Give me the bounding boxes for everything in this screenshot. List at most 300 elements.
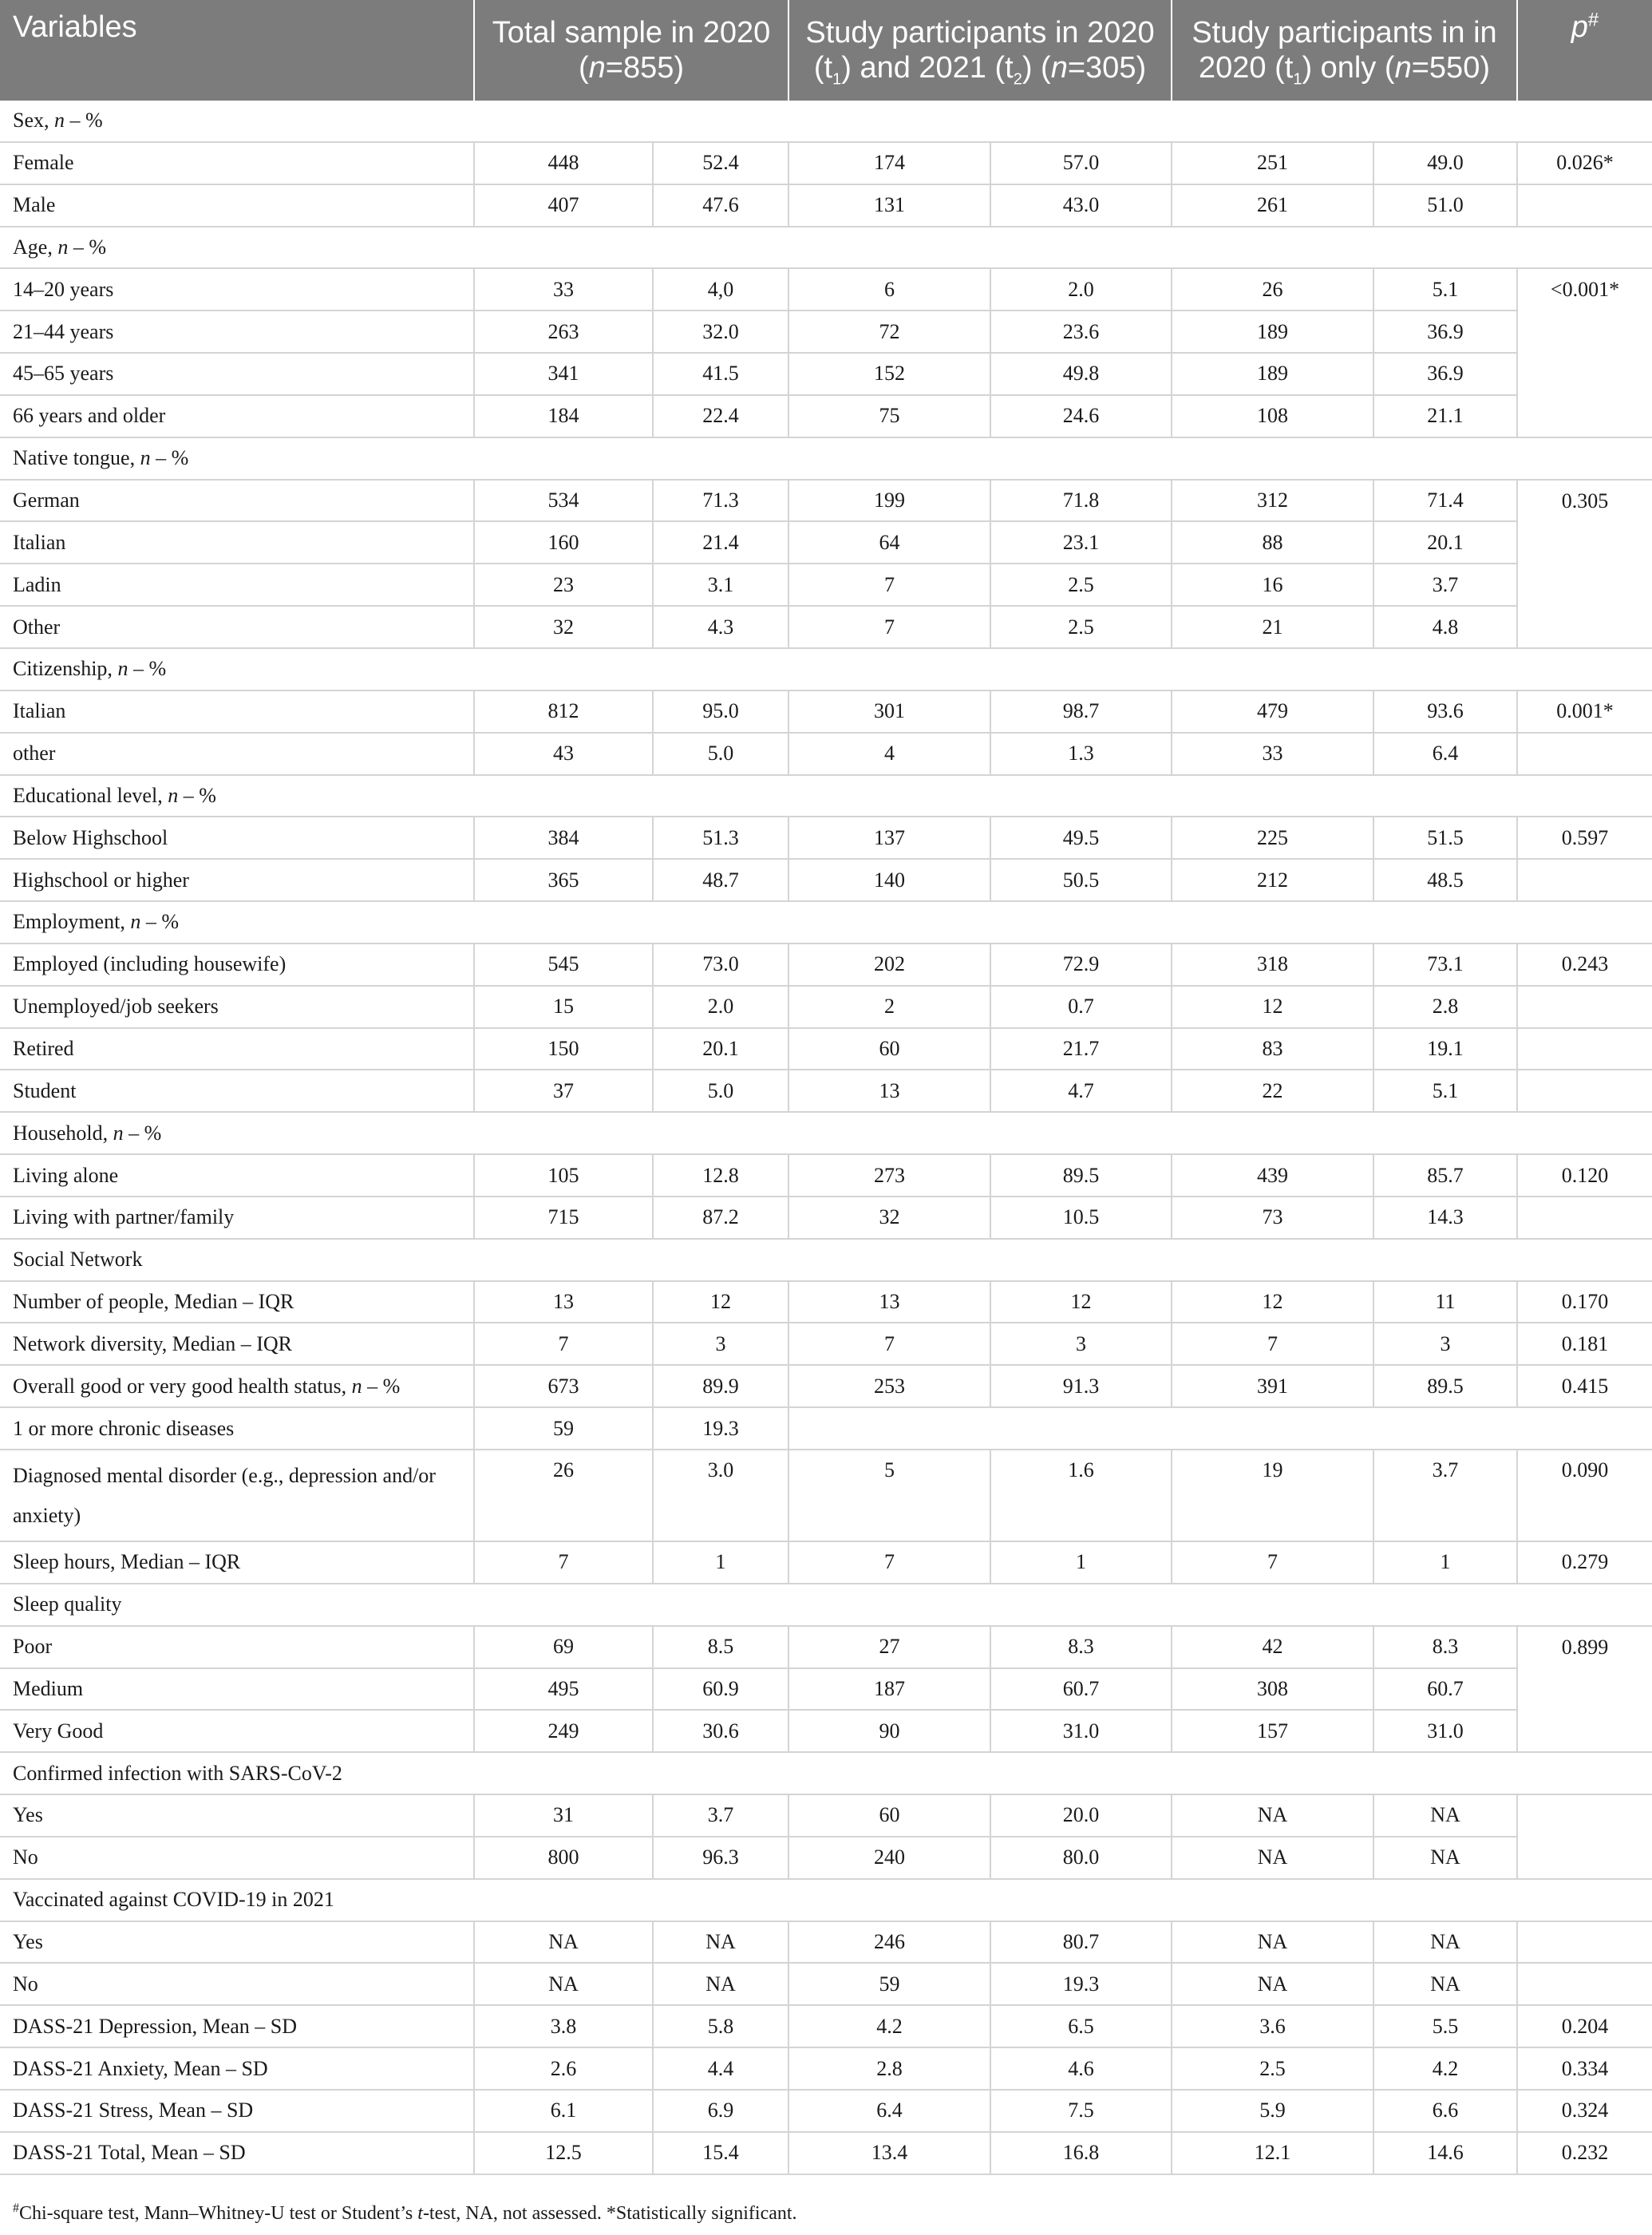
p-value-cell [1517, 395, 1652, 437]
cell-value: 48.5 [1373, 859, 1517, 901]
row-label: No [0, 1837, 474, 1879]
section-label: Educational level, n – % [0, 775, 1652, 817]
table-row [0, 1963, 1652, 2005]
cell-value: 37 [474, 1070, 653, 1112]
cell-value: 89.5 [1373, 1365, 1517, 1407]
cell-value: 150 [474, 1028, 653, 1070]
table-row [0, 1668, 1652, 1711]
cell-value: 105 [474, 1154, 653, 1197]
cell-value: 60 [788, 1028, 990, 1070]
cell-value: 4.4 [653, 2047, 788, 2090]
cell-value: 89.5 [990, 1154, 1172, 1197]
cell-value: 33 [1172, 733, 1373, 775]
cell-value: 96.3 [653, 1837, 788, 1879]
table-row [0, 564, 1652, 606]
cell-value: 4.7 [990, 1070, 1172, 1112]
cell-value: 41.5 [653, 353, 788, 395]
table-row [0, 606, 1652, 648]
cell-value: 312 [1172, 480, 1373, 522]
cell-value: 36.9 [1373, 353, 1517, 395]
p-value-cell: 0.279 [1517, 1541, 1652, 1584]
cell-value: 3.7 [1373, 1450, 1517, 1541]
table-row [0, 142, 1652, 184]
cell-value: 13 [474, 1281, 653, 1323]
cell-value: NA [1373, 1837, 1517, 1879]
table-row [0, 1365, 1652, 1407]
table-body [0, 101, 1652, 2174]
cell-value: 160 [474, 521, 653, 564]
cell-value: 12.8 [653, 1154, 788, 1197]
cell-value: 199 [788, 480, 990, 522]
table-row [0, 311, 1652, 353]
cell-value: 108 [1172, 395, 1373, 437]
cell-value: 212 [1172, 859, 1373, 901]
cell-value: 6 [788, 268, 990, 311]
table-row [0, 2047, 1652, 2090]
cell-value: 7 [788, 1541, 990, 1584]
cell-value: 48.7 [653, 859, 788, 901]
cell-value: 91.3 [990, 1365, 1172, 1407]
cell-value: 95.0 [653, 690, 788, 733]
p-value-cell [1517, 564, 1652, 606]
cell-value: NA [474, 1963, 653, 2005]
cell-value: 21.1 [1373, 395, 1517, 437]
cell-value: 12 [653, 1281, 788, 1323]
cell-value: 800 [474, 1837, 653, 1879]
cell-value: NA [1373, 1921, 1517, 1964]
cell-value: 240 [788, 1837, 990, 1879]
cell-value: 301 [788, 690, 990, 733]
cell-value: 6.9 [653, 2090, 788, 2132]
cell-value: 479 [1172, 690, 1373, 733]
cell-value: 5.8 [653, 2005, 788, 2047]
cell-value: 23.6 [990, 311, 1172, 353]
row-label: Diagnosed mental disorder (e.g., depression and/or anxiety) [0, 1450, 474, 1541]
cell-value: 15 [474, 986, 653, 1028]
cell-value: 31.0 [1373, 1710, 1517, 1752]
cell-value: 20.1 [653, 1028, 788, 1070]
p-value-cell: 0.334 [1517, 2047, 1652, 2090]
cell-value: 42 [1172, 1626, 1373, 1668]
table-row [0, 1028, 1652, 1070]
cell-value: 2.5 [990, 606, 1172, 648]
cell-value: 5.0 [653, 733, 788, 775]
section-label: Household, n – % [0, 1112, 1652, 1154]
row-label: Below Highschool [0, 817, 474, 859]
row-label: Highschool or higher [0, 859, 474, 901]
row-label: Overall good or very good health status, n – % [0, 1365, 474, 1407]
row-label: Network diversity, Median – IQR [0, 1323, 474, 1365]
cell-value: 5.0 [653, 1070, 788, 1112]
cell-value: 11 [1373, 1281, 1517, 1323]
cell-value: 812 [474, 690, 653, 733]
cell-value: 43.0 [990, 184, 1172, 227]
cell-value: 13 [788, 1070, 990, 1112]
row-label: Italian [0, 690, 474, 733]
cell-value: 8.3 [1373, 1626, 1517, 1668]
cell-value: 2 [788, 986, 990, 1028]
table-row [0, 1154, 1652, 1197]
p-value-cell [1517, 1794, 1652, 1837]
row-label: Medium [0, 1668, 474, 1711]
cell-value: 2.8 [788, 2047, 990, 2090]
cell-value: 6.5 [990, 2005, 1172, 2047]
header-total-sample [474, 0, 788, 101]
row-label: 21–44 years [0, 311, 474, 353]
cell-value: 33 [474, 268, 653, 311]
cell-value: 202 [788, 943, 990, 986]
cell-value: 184 [474, 395, 653, 437]
cell-value: 157 [1172, 1710, 1373, 1752]
table-row [0, 1921, 1652, 1964]
cell-value: NA [1172, 1963, 1373, 2005]
cell-value: NA [653, 1921, 788, 1964]
table-row [0, 268, 1652, 311]
p-value-cell: 0.120 [1517, 1154, 1652, 1197]
cell-value: 50.5 [990, 859, 1172, 901]
p-value-cell [1517, 733, 1652, 775]
cell-value: 60.7 [1373, 1668, 1517, 1711]
table-row [0, 395, 1652, 437]
header-study-both-label: Study participants in 2020 $(t_1)$ and 2021 $(t_2)$ (n=305) [805, 16, 1155, 89]
row-label: Female [0, 142, 474, 184]
cell-value: 72 [788, 311, 990, 353]
cell-value: 715 [474, 1197, 653, 1239]
row-label: Yes [0, 1794, 474, 1837]
p-value-cell [1517, 1197, 1652, 1239]
table-row [0, 1626, 1652, 1668]
table-row [0, 1070, 1652, 1112]
cell-value: 1 [653, 1541, 788, 1584]
cell-value: 3.7 [1373, 564, 1517, 606]
cell-value: 19 [1172, 1450, 1373, 1541]
row-label: Living with partner/family [0, 1197, 474, 1239]
row-label: DASS-21 Depression, Mean – SD [0, 2005, 474, 2047]
section-label: Age, n – % [0, 227, 1652, 269]
p-value-cell [1517, 1837, 1652, 1879]
cell-value: 51.3 [653, 817, 788, 859]
header-p-value [1517, 0, 1652, 101]
cell-value: 5.1 [1373, 1070, 1517, 1112]
cell-value: 6.4 [788, 2090, 990, 2132]
cell-value: 2.8 [1373, 986, 1517, 1028]
cell-value: 49.8 [990, 353, 1172, 395]
cell-value: 140 [788, 859, 990, 901]
cell-value: 26 [1172, 268, 1373, 311]
section-row [0, 437, 1652, 480]
table-row [0, 1794, 1652, 1837]
cell-value: 47.6 [653, 184, 788, 227]
table-row [0, 184, 1652, 227]
cell-value: 64 [788, 521, 990, 564]
table-header-row [0, 0, 1652, 101]
p-value-cell [1517, 1921, 1652, 1964]
row-label: Employed (including housewife) [0, 943, 474, 986]
p-value-cell: 0.170 [1517, 1281, 1652, 1323]
cell-value: 174 [788, 142, 990, 184]
cell-value: 448 [474, 142, 653, 184]
cell-value: NA [1373, 1794, 1517, 1837]
cell-value: 1 [990, 1541, 1172, 1584]
table-row [0, 733, 1652, 775]
cell-value: 2.0 [990, 268, 1172, 311]
table-row [0, 353, 1652, 395]
cell-value: 22.4 [653, 395, 788, 437]
table-row [0, 1541, 1652, 1584]
row-label: Retired [0, 1028, 474, 1070]
table-row [0, 2132, 1652, 2174]
cell-value: 73 [1172, 1197, 1373, 1239]
row-label: 45–65 years [0, 353, 474, 395]
cell-value: 27 [788, 1626, 990, 1668]
cell-value: 384 [474, 817, 653, 859]
table-row [0, 1281, 1652, 1323]
p-value-cell [1517, 986, 1652, 1028]
header-study-only-label: Study participants in in 2020 $(t_1)$ only (n=550) [1192, 16, 1497, 89]
section-row [0, 101, 1652, 142]
cell-value: 3 [990, 1323, 1172, 1365]
table-row [0, 943, 1652, 986]
cell-value: 273 [788, 1154, 990, 1197]
cell-value: 60.7 [990, 1668, 1172, 1711]
header-study-only [1172, 0, 1517, 101]
row-label: Sleep hours, Median – IQR [0, 1541, 474, 1584]
cell-value: 187 [788, 1668, 990, 1711]
cell-value: NA [1172, 1794, 1373, 1837]
table-row [0, 2090, 1652, 2132]
cell-value: 16 [1172, 564, 1373, 606]
row-label: Male [0, 184, 474, 227]
table-row [0, 1450, 1652, 1541]
cell-value: 1.6 [990, 1450, 1172, 1541]
cell-value: 7 [788, 1323, 990, 1365]
table-row [0, 690, 1652, 733]
cell-value: 23.1 [990, 521, 1172, 564]
p-value-cell [1517, 311, 1652, 353]
cell-value: 341 [474, 353, 653, 395]
section-row [0, 648, 1652, 690]
cell-value: 52.4 [653, 142, 788, 184]
cell-value: 2.5 [1172, 2047, 1373, 2090]
cell-value: 21.4 [653, 521, 788, 564]
cell-value: 261 [1172, 184, 1373, 227]
cell-value: NA [1373, 1963, 1517, 2005]
cell-value: 89.9 [653, 1365, 788, 1407]
cell-value: 225 [1172, 817, 1373, 859]
cell-value: 87.2 [653, 1197, 788, 1239]
cell-value: 8.3 [990, 1626, 1172, 1668]
cell-value: 251 [1172, 142, 1373, 184]
cell-value: 80.7 [990, 1921, 1172, 1964]
table-row [0, 1710, 1652, 1752]
cell-value: NA [1172, 1837, 1373, 1879]
cell-value: 7 [474, 1323, 653, 1365]
cell-value: 439 [1172, 1154, 1373, 1197]
cell-value: 3.0 [653, 1450, 788, 1541]
cell-value: 32 [788, 1197, 990, 1239]
cell-value: 3.7 [653, 1794, 788, 1837]
section-row [0, 1584, 1652, 1626]
cell-value: 7 [1172, 1323, 1373, 1365]
cell-value: 7.5 [990, 2090, 1172, 2132]
row-label: 14–20 years [0, 268, 474, 311]
cell-value: 80.0 [990, 1837, 1172, 1879]
cell-value: 2.0 [653, 986, 788, 1028]
cell-value: 189 [1172, 311, 1373, 353]
p-value-cell: 0.001* [1517, 690, 1652, 733]
row-label: 66 years and older [0, 395, 474, 437]
cell-value: 3.1 [653, 564, 788, 606]
cell-value: 2.6 [474, 2047, 653, 2090]
cell-value: 365 [474, 859, 653, 901]
row-label: 1 or more chronic diseases [0, 1407, 474, 1450]
cell-value: 12.1 [1172, 2132, 1373, 2174]
table-row [0, 1197, 1652, 1239]
cell-value: 6.4 [1373, 733, 1517, 775]
cell-value: 30.6 [653, 1710, 788, 1752]
table-row [0, 2005, 1652, 2047]
cell-value: 6.6 [1373, 2090, 1517, 2132]
section-label: Employment, n – % [0, 901, 1652, 943]
p-value-cell: 0.324 [1517, 2090, 1652, 2132]
cell-value: 71.8 [990, 480, 1172, 522]
cell-value: 57.0 [990, 142, 1172, 184]
cell-value: 3.8 [474, 2005, 653, 2047]
cell-value: 93.6 [1373, 690, 1517, 733]
cell-value: 73.1 [1373, 943, 1517, 986]
cell-value: 3.6 [1172, 2005, 1373, 2047]
cell-value: 88 [1172, 521, 1373, 564]
cell-value: 75 [788, 395, 990, 437]
cell-value: 131 [788, 184, 990, 227]
cell-value: 73.0 [653, 943, 788, 986]
row-label: Number of people, Median – IQR [0, 1281, 474, 1323]
p-value-cell: 0.899 [1517, 1626, 1652, 1668]
table-row [0, 480, 1652, 522]
cell-value: 20.0 [990, 1794, 1172, 1837]
row-label: Unemployed/job seekers [0, 986, 474, 1028]
cell-value: 19.3 [653, 1407, 788, 1450]
row-label: DASS-21 Anxiety, Mean – SD [0, 2047, 474, 2090]
section-row [0, 1112, 1652, 1154]
cell-value: 60 [788, 1794, 990, 1837]
row-label: Very Good [0, 1710, 474, 1752]
cell-value: 19.3 [990, 1963, 1172, 2005]
cell-value: 5.5 [1373, 2005, 1517, 2047]
p-value-cell: 0.181 [1517, 1323, 1652, 1365]
cell-value: 4.2 [1373, 2047, 1517, 2090]
cell-value: 6.1 [474, 2090, 653, 2132]
p-value-cell: 0.026* [1517, 142, 1652, 184]
cell-value: 4,0 [653, 268, 788, 311]
cell-value: 7 [788, 564, 990, 606]
row-label: Student [0, 1070, 474, 1112]
row-label: No [0, 1963, 474, 2005]
p-value-cell: 0.597 [1517, 817, 1652, 859]
cell-value: 152 [788, 353, 990, 395]
table-row [0, 859, 1652, 901]
section-row [0, 227, 1652, 269]
row-label: DASS-21 Total, Mean – SD [0, 2132, 474, 2174]
section-label: Confirmed infection with SARS-CoV-2 [0, 1752, 1652, 1794]
cell-value: 4.3 [653, 606, 788, 648]
cell-value: 12 [990, 1281, 1172, 1323]
table-row [0, 1407, 1652, 1450]
cell-value: 5 [788, 1450, 990, 1541]
cell-value: 90 [788, 1710, 990, 1752]
cell-value: 4.8 [1373, 606, 1517, 648]
cell-value: 253 [788, 1365, 990, 1407]
cell-value: 36.9 [1373, 311, 1517, 353]
cell-value: 85.7 [1373, 1154, 1517, 1197]
cell-value: 4.6 [990, 2047, 1172, 2090]
cell-value: 391 [1172, 1365, 1373, 1407]
table-row [0, 1837, 1652, 1879]
p-value-cell: 0.204 [1517, 2005, 1652, 2047]
row-label: German [0, 480, 474, 522]
cell-value: 5.9 [1172, 2090, 1373, 2132]
cell-value: 545 [474, 943, 653, 986]
cell-value: 7 [474, 1541, 653, 1584]
cell-value: NA [474, 1921, 653, 1964]
row-label: Living alone [0, 1154, 474, 1197]
p-value-cell [1517, 521, 1652, 564]
cell-value: 43 [474, 733, 653, 775]
cell-value: 3 [653, 1323, 788, 1365]
cell-value: 3 [1373, 1323, 1517, 1365]
table-footnote: #Chi-square test, Mann–Whitney-U test or Student’s t-test, NA, not assessed. *Statistically significant. [13, 2201, 797, 2224]
cell-value: 10.5 [990, 1197, 1172, 1239]
p-value-cell [1517, 1710, 1652, 1752]
cell-value: 534 [474, 480, 653, 522]
p-value-cell [1517, 606, 1652, 648]
cell-value: 407 [474, 184, 653, 227]
table-row [0, 817, 1652, 859]
cell-value: 20.1 [1373, 521, 1517, 564]
p-value-cell: 0.232 [1517, 2132, 1652, 2174]
header-p-label: p# [1571, 9, 1599, 44]
row-label: Poor [0, 1626, 474, 1668]
cell-value: 4.2 [788, 2005, 990, 2047]
cell-value: 59 [474, 1407, 653, 1450]
cell-value: 673 [474, 1365, 653, 1407]
cell-value: 32.0 [653, 311, 788, 353]
cell-value: 19.1 [1373, 1028, 1517, 1070]
p-value-cell [1517, 1963, 1652, 2005]
cell-value: 21.7 [990, 1028, 1172, 1070]
cell-value: 21 [1172, 606, 1373, 648]
cell-value: 51.0 [1373, 184, 1517, 227]
cell-value: 71.4 [1373, 480, 1517, 522]
cell-value: 249 [474, 1710, 653, 1752]
row-label: Other [0, 606, 474, 648]
cell-value: 0.7 [990, 986, 1172, 1028]
p-value-cell [1517, 1028, 1652, 1070]
p-value-cell: <0.001* [1517, 268, 1652, 311]
cell-value: 495 [474, 1668, 653, 1711]
p-value-cell [1517, 184, 1652, 227]
row-label: Italian [0, 521, 474, 564]
cell-value: 24.6 [990, 395, 1172, 437]
cell-value: 1 [1373, 1541, 1517, 1584]
cell-value: 4 [788, 733, 990, 775]
section-label: Vaccinated against COVID-19 in 2021 [0, 1879, 1652, 1921]
p-value-cell: 0.305 [1517, 480, 1652, 522]
cell-value: 13.4 [788, 2132, 990, 2174]
cell-value: 12 [1172, 1281, 1373, 1323]
section-label: Sex, n – % [0, 101, 1652, 142]
cell-value: 71.3 [653, 480, 788, 522]
